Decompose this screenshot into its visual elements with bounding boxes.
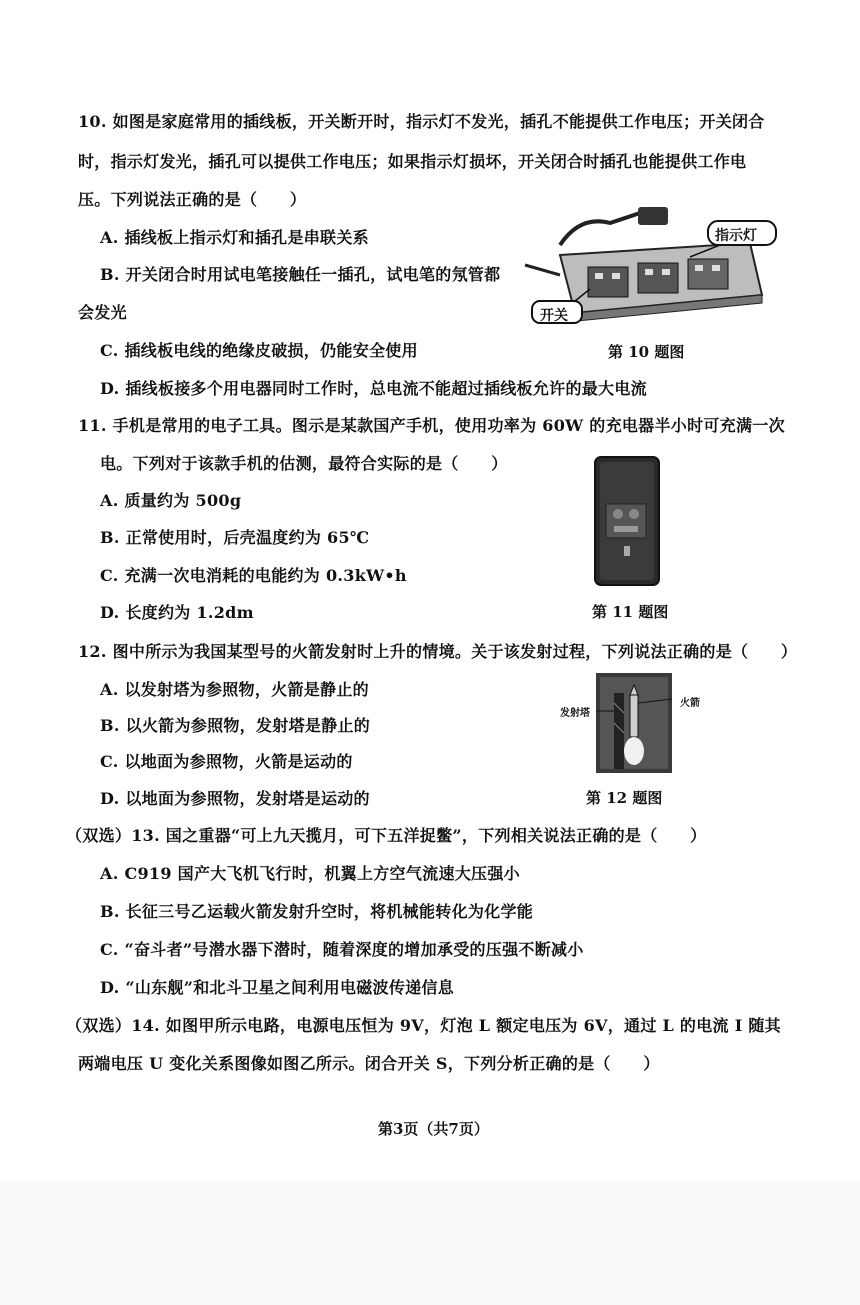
fig12-caption: 第 12 题图 <box>586 789 663 807</box>
q12-option-c: C. 以地面为参照物，火箭是运动的 <box>100 752 353 771</box>
bottom-margin <box>0 1180 860 1305</box>
q14-stem-line2: 两端电压 U 变化关系图像如图乙所示。闭合开关 S，下列分析正确的是（ ） <box>78 1054 660 1073</box>
q10-option-d: D. 插线板接多个用电器同时工作时，总电流不能超过插线板允许的最大电流 <box>100 379 647 398</box>
phone-figure <box>594 456 660 586</box>
q10-option-a: A. 插线板上指示灯和插孔是串联关系 <box>100 228 369 247</box>
q11-option-b: B. 正常使用时，后壳温度约为 65℃ <box>100 528 370 547</box>
q12-option-b: B. 以火箭为参照物，发射塔是静止的 <box>100 716 371 735</box>
q14-stem-line1: （双选）14. 如图甲所示电路，电源电压恒为 9V，灯泡 L 额定电压为 6V，通过 L 的电流 I 随其 <box>66 1016 781 1035</box>
fig11-caption: 第 11 题图 <box>592 603 669 621</box>
q13-option-c: C. “奋斗者”号潜水器下潜时，随着深度的增加承受的压强不断减小 <box>100 940 584 959</box>
switch-label: 开关 <box>540 308 568 324</box>
fig10-caption: 第 10 题图 <box>608 343 685 361</box>
q10-option-b-cont: 会发光 <box>78 303 127 322</box>
q11-stem-line1: 11. 手机是常用的电子工具。图示是某款国产手机，使用功率为 60W 的充电器半小时可充满一次 <box>78 416 785 435</box>
q10-stem-line2: 时，指示灯发光，插孔可以提供工作电压；如果指示灯损坏，开关闭合时插孔也能提供工作电 <box>78 152 747 171</box>
q10-option-b: B. 开关闭合时用试电笔接触任一插孔，试电笔的氖管都 <box>100 265 501 284</box>
q12-option-a: A. 以发射塔为参照物，火箭是静止的 <box>100 680 369 699</box>
q12-stem-line1: 12. 图中所示为我国某型号的火箭发射时上升的情境。关于该发射过程，下列说法正确的是（ ） <box>78 642 798 661</box>
q11-option-d: D. 长度约为 1.2dm <box>100 603 254 622</box>
q13-option-b: B. 长征三号乙运载火箭发射升空时，将机械能转化为化学能 <box>100 902 534 921</box>
q10-stem-line3: 压。下列说法正确的是（ ） <box>78 190 307 209</box>
q11-stem-line2: 电。下列对于该款手机的估测，最符合实际的是（ ） <box>100 454 508 473</box>
page-number: 第3页（共7页） <box>378 1120 489 1138</box>
q10-stem-line1: 10. 如图是家庭常用的插线板，开关断开时，指示灯不发光，插孔不能提供工作电压；开关闭合 <box>78 112 765 131</box>
q13-stem: （双选）13. 国之重器“可上九天揽月，可下五洋捉鳖”，下列相关说法正确的是（ ） <box>66 826 707 845</box>
q12-option-d: D. 以地面为参照物，发射塔是运动的 <box>100 789 370 808</box>
indicator-light-label: 指示灯 <box>715 228 757 244</box>
q13-option-d: D. “山东舰”和北斗卫星之间利用电磁波传递信息 <box>100 978 455 997</box>
q13-option-a: A. C919 国产大飞机飞行时，机翼上方空气流速大压强小 <box>100 864 520 883</box>
q11-option-a: A. 质量约为 500g <box>100 491 242 510</box>
tower-label: 发射塔 <box>560 708 590 719</box>
q10-option-c: C. 插线板电线的绝缘皮破损，仍能安全使用 <box>100 341 418 360</box>
rocket-label: 火箭 <box>680 698 700 709</box>
q11-option-c: C. 充满一次电消耗的电能约为 0.3kW•h <box>100 566 407 585</box>
rocket-launch-figure <box>596 673 672 773</box>
